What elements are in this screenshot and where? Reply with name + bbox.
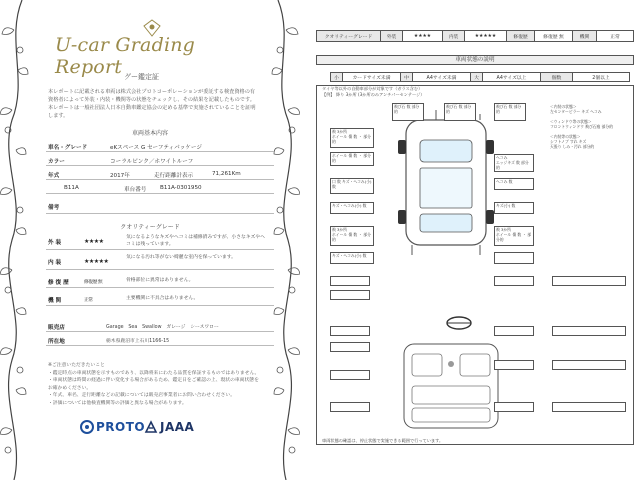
condition-side-notes: ＜内装の状態＞ 左センターピラー キズ ヘコみ ＜ウィンドウ等の状態＞ フロントウィンドウ 飛び石痕 部分的 ＜内装等の状態＞ シフトノブ すれ キズ 天張り しみ・汚れ 部分的	[550, 104, 613, 149]
scale-value: 2個以上	[592, 75, 610, 81]
quality-desc: 気になるようなキズやヘコミは補修済みですが、小さなキズやヘコミは残っています。	[126, 235, 265, 247]
report-title: U-car Grading Report	[55, 34, 196, 78]
header-cell-value: 修復歴 無	[535, 31, 573, 41]
quality-stars: 正常	[84, 298, 93, 303]
address-value: 栃木県鹿沼市上石川1166-15	[106, 339, 170, 344]
chassis-value: B11A-0301950	[160, 185, 202, 191]
damage-scale-table	[330, 72, 630, 82]
year-label: 年式	[48, 173, 60, 179]
quality-row-repair-history	[46, 272, 274, 288]
quality-desc: 主要機関に不具合はありません。	[126, 296, 199, 301]
quality-section-title: クオリティーグレード	[120, 224, 180, 231]
condition-bottom-note: 車両状態の確認は、停止状態で実施できる範囲で行っています。	[322, 438, 444, 443]
condition-box: 口 数 キズ・ヘコみ(小) 数	[330, 178, 374, 194]
quality-stars: ★★★★★	[84, 258, 109, 265]
quality-label: 内 装	[48, 260, 62, 266]
diagram-note: タイヤ等以外の自動車部分が対象です（ガラス含む）	[322, 86, 423, 91]
scale-label: 小	[331, 73, 343, 81]
vehicle-row-color	[46, 154, 274, 166]
note-line: ・車両状態は時間の経過に伴い変化する場合があるため、鑑定日をご確認の上、現状の車両状態をお確かめください。	[48, 378, 259, 391]
note-line: ・年式、車名、走行距離などの記載については販売店事業者にお問い合わせください。	[48, 393, 235, 399]
header-cell-label: 外装	[381, 31, 403, 41]
scale-value: A4サイズ未満	[413, 73, 471, 81]
condition-box-empty	[552, 360, 626, 370]
shop-row	[46, 320, 274, 332]
condition-box-empty	[494, 360, 534, 370]
remarks-label: 備考	[48, 205, 60, 211]
condition-box: 飛 3か所 ホイール 傷 数 ・ 部分的	[330, 226, 374, 246]
quality-label: 修 復 歴	[48, 280, 69, 286]
quality-row-exterior	[46, 232, 274, 250]
condition-box: ヘコみ 数	[494, 178, 534, 190]
scale-value: A4サイズ以上	[483, 73, 541, 81]
year-value: 2017年	[110, 173, 130, 179]
steering-wheel-icon	[446, 316, 472, 330]
condition-box	[494, 252, 534, 264]
quality-stars: ★★★★	[84, 238, 104, 245]
header-cell-label: 機関	[573, 31, 597, 41]
quality-desc: 気になる汚れ等がない綺麗な室内を保っています。	[126, 255, 236, 260]
vehicle-row-chassis	[46, 182, 274, 194]
mileage-label: 走行距離計表示	[154, 173, 194, 179]
car-interior-icon	[396, 340, 506, 432]
note-line: ・鑑定時点の車両状態を示すものであり、以降将来にわたる品質を保証するものではありません。	[48, 370, 260, 376]
condition-box: キズ・ヘコみ(小) 数	[330, 252, 374, 264]
scale-value: カードサイズ未満	[343, 73, 401, 81]
condition-section-title: 車両状態の説明	[316, 55, 634, 65]
header-cell-label: 修復歴	[507, 31, 535, 41]
quality-label: 機 関	[48, 298, 62, 304]
shop-value: Garage Sea Swallow ガレージ シースワロー	[106, 325, 219, 330]
condition-box: ヘコみ エッジキズ 数 部分的	[494, 154, 534, 172]
condition-box: 飛び石 数 部分的	[392, 103, 424, 121]
condition-box-empty	[494, 276, 534, 286]
vehicle-row-model	[46, 140, 274, 152]
color-value: コーラルピンク／ホワイトルーフ	[110, 159, 194, 165]
chassis-label: 車台番号	[124, 187, 147, 193]
condition-box: 飛び石 数 部分的	[444, 103, 476, 121]
quality-row-interior	[46, 252, 274, 270]
model-value: eKスペース G セーフティパッケージ	[110, 145, 202, 151]
report-intro: 本レポートに記載される車両は株式会社プロトコーポレーションが委託する検査資格の有資格者によって外装・内装・機関等の状態をチェックし、その結果を記載したものです。本レポートは一般社団法人日本自動車鑑定協会の定める基準で実施されていることを証明します。	[48, 89, 256, 119]
floral-border-right-icon	[270, 0, 300, 480]
quality-label: 外 装	[48, 240, 62, 246]
grading-report-certificate	[0, 0, 300, 480]
quality-grade-header	[316, 30, 634, 42]
proto-logo-icon	[80, 420, 94, 434]
condition-box: キズ(小) 数	[494, 202, 534, 214]
vehicle-row-year	[46, 168, 274, 180]
condition-box-empty	[552, 276, 626, 286]
diagram-legend: 【例】 降り 3か所 (3か所のみアンチパーセンテージ）	[322, 92, 425, 97]
address-label: 所在地	[48, 339, 65, 345]
vehicle-section-title: 車両基本内容	[131, 130, 168, 137]
condition-box-empty	[330, 370, 370, 380]
scale-label: 大	[471, 73, 483, 81]
quality-row-engine	[46, 290, 274, 306]
note-line: ※ご注意いただきたいこと	[48, 363, 105, 368]
header-cell-label: クオリティーグレード	[317, 31, 381, 41]
condition-box: 飛 3か所 ホイール 傷 数 ・ 部分的	[494, 226, 534, 246]
jaaa-logo: JAAA	[160, 420, 195, 434]
condition-box-empty	[330, 276, 370, 286]
condition-box-empty	[552, 402, 626, 412]
header-cell-value: ★★★★	[403, 31, 443, 41]
condition-box-empty	[494, 326, 534, 336]
condition-box: 飛び石 数 部分的	[494, 103, 526, 121]
jaaa-logo-icon	[144, 420, 158, 434]
report-subtitle: グー鑑定証	[124, 73, 159, 81]
color-label: カラー	[48, 159, 65, 165]
condition-box: ホイール 傷 数 ・ 部分的	[330, 152, 374, 166]
header-cell-value: 正常	[610, 34, 620, 40]
floral-border-left-icon	[0, 0, 30, 480]
quality-desc: 骨格部位に異常はありません。	[126, 278, 194, 283]
condition-box-empty	[330, 402, 370, 412]
vehicle-condition-sheet	[316, 30, 634, 448]
scale-value: 個数	[541, 73, 573, 81]
note-line: ・評価については他検査機関等の評価と異なる場合があります。	[48, 400, 187, 406]
quality-stars: 修復歴 無	[84, 280, 103, 285]
shop-label: 販売店	[48, 325, 65, 331]
header-cell-label: 内装	[443, 31, 465, 41]
condition-box-empty	[330, 342, 370, 352]
condition-box-empty	[330, 326, 370, 336]
report-notes	[48, 362, 260, 408]
condition-box-empty	[494, 402, 534, 412]
address-row	[46, 334, 274, 346]
proto-logo: PROTO	[96, 420, 146, 434]
condition-box-empty	[330, 290, 370, 300]
scale-label: 中	[401, 73, 413, 81]
condition-box: キズ・ヘコみ(小) 数	[330, 202, 374, 214]
type-value: B11A	[64, 185, 79, 191]
vehicle-row-remarks	[46, 200, 274, 214]
condition-box: 飛 3か所 ホイール 傷 数 ・ 部分的	[330, 128, 374, 148]
header-cell-value: ★★★★★	[465, 31, 507, 41]
model-label: 車名・グレード	[48, 145, 88, 151]
condition-box-empty	[552, 326, 626, 336]
mileage-value: 71,261Km	[212, 171, 241, 177]
